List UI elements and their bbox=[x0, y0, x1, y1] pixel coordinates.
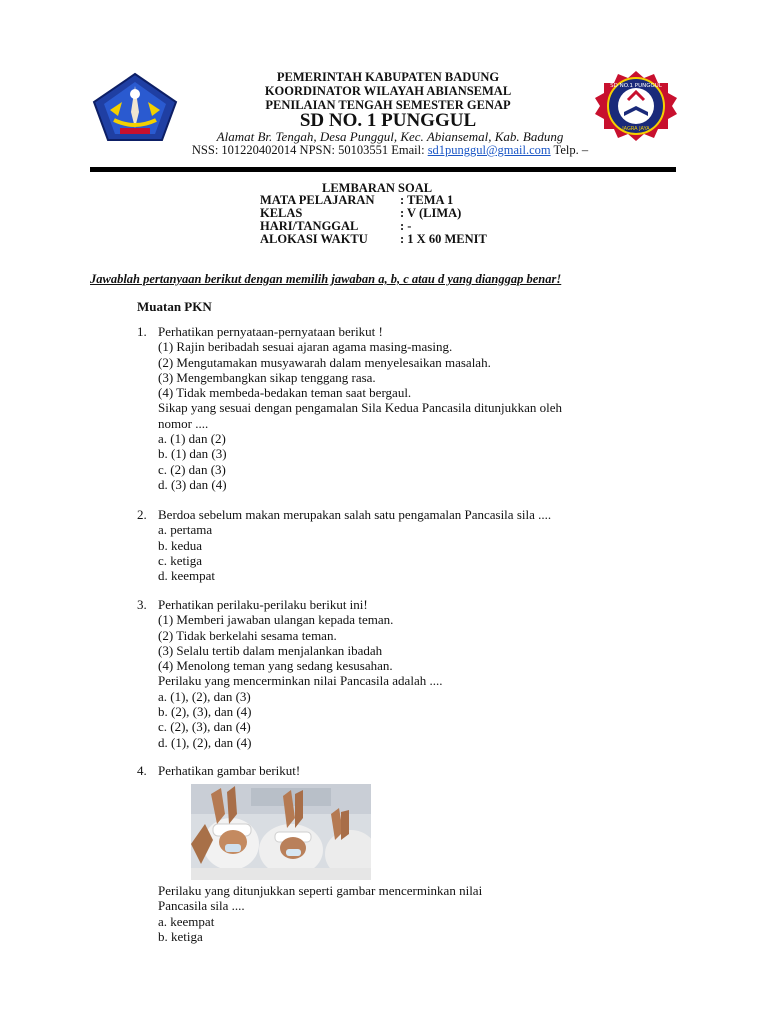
question-number: 3. bbox=[137, 597, 147, 612]
answer-option-b: b. kedua bbox=[158, 537, 203, 553]
question-number: 2. bbox=[137, 507, 147, 522]
answer-option-b: b. ketiga bbox=[158, 928, 203, 944]
school-name: SD NO. 1 PUNGGUL bbox=[299, 110, 477, 131]
answer-option-a: a. (1) dan (2) bbox=[158, 431, 226, 447]
question-number: 1. bbox=[137, 324, 147, 339]
exam-info bbox=[260, 194, 487, 246]
question-text: Perhatikan perilaku-perilaku berikut ini! bbox=[158, 597, 368, 612]
header-government: PEMERINTAH KABUPATEN BADUNG bbox=[276, 70, 500, 84]
header-coordinator: KOORDINATOR WILAYAH ABIANSEMAL bbox=[264, 84, 512, 98]
question-number: 4. bbox=[137, 763, 147, 778]
statement-line: (3) Mengembangkan sikap tenggang rasa. bbox=[158, 369, 376, 385]
info-row-date: HARI/TANGGAL : - bbox=[260, 219, 412, 233]
answer-option-c: c. (2), (3), dan (4) bbox=[158, 719, 251, 735]
question-prompt: Perilaku yang ditunjukkan seperti gambar mencerminkan nilai bbox=[158, 883, 483, 898]
question-text: Berdoa sebelum makan merupakan salah satu pengamalan Pancasila sila .... bbox=[158, 507, 552, 522]
svg-text:SD NO.1 PUNGGUL: SD NO.1 PUNGGUL bbox=[610, 83, 662, 89]
info-row-subject: MATA PELAJARAN : TEMA 1 bbox=[260, 193, 454, 207]
section-title: Muatan PKN bbox=[137, 299, 212, 314]
info-row-duration: ALOKASI WAKTU : 1 X 60 MENIT bbox=[260, 232, 487, 246]
answer-option-b: b. (2), (3), dan (4) bbox=[158, 704, 252, 720]
statement-line: (1) Rajin beribadah sesuai ajaran agama masing-masing. bbox=[158, 339, 453, 355]
statement-line: (2) Tidak berkelahi sesama teman. bbox=[158, 627, 337, 643]
answer-option-d: d. keempat bbox=[158, 568, 216, 584]
question-4-continuation bbox=[158, 883, 482, 944]
statement-line: (4) Tidak membeda-bedakan teman saat bergaul. bbox=[158, 385, 412, 401]
answer-option-a: a. keempat bbox=[158, 913, 215, 929]
answer-option-a: a. (1), (2), dan (3) bbox=[158, 688, 251, 704]
header-divider bbox=[90, 167, 676, 172]
answer-option-d: d. (3) dan (4) bbox=[158, 476, 227, 492]
info-row-class: KELAS : V (LIMA) bbox=[260, 206, 462, 220]
question-text: Perhatikan pernyataan-pernyataan berikut ! bbox=[158, 324, 383, 339]
sheet-title: LEMBARAN SOAL bbox=[322, 181, 433, 195]
email-link[interactable]: sd1punggul@gmail.com bbox=[427, 143, 551, 157]
statement-line: (3) Selalu tertib dalam menjalankan ibadah bbox=[158, 642, 383, 658]
question-prompt: Perilaku yang mencerminkan nilai Pancasila adalah .... bbox=[158, 673, 443, 689]
question-prompt: nomor .... bbox=[158, 415, 209, 431]
statement-line: (2) Mengutamakan musyawarah dalam menyelesaikan masalah. bbox=[158, 354, 491, 370]
school-address: Alamat Br. Tengah, Desa Punggul, Kec. Abiansemal, Kab. Badung bbox=[216, 129, 564, 144]
header-assessment: PENILAIAN TENGAH SEMESTER GENAP bbox=[265, 98, 511, 112]
question-prompt: Sikap yang sesuai dengan pengamalan Sila Kedua Pancasila ditunjukkan oleh bbox=[158, 400, 562, 416]
answer-option-d: d. (1), (2), dan (4) bbox=[158, 734, 252, 750]
question-prompt: Pancasila sila .... bbox=[158, 898, 245, 914]
answer-option-c: c. (2) dan (3) bbox=[158, 461, 226, 477]
praying-students-photo bbox=[191, 784, 371, 880]
statement-line: (4) Menolong teman yang sedang kesusahan. bbox=[158, 658, 393, 674]
question-text: Perhatikan gambar berikut! bbox=[158, 763, 301, 778]
answer-option-b: b. (1) dan (3) bbox=[158, 446, 227, 462]
instruction-text: Jawablah pertanyaan berikut dengan memilih jawaban a, b, c atau d yang dianggap benar! bbox=[90, 272, 562, 286]
answer-option-a: a. pertama bbox=[158, 522, 213, 538]
answer-option-c: c. ketiga bbox=[158, 552, 203, 568]
school-contact: NSS: 101220402014 NPSN: 50103551 Email: sd1punggul@gmail.com Telp. – bbox=[191, 143, 589, 157]
statement-line: (1) Memberi jawaban ulangan kepada teman. bbox=[158, 612, 394, 628]
svg-text:JAGRA JAYA: JAGRA JAYA bbox=[622, 126, 650, 132]
